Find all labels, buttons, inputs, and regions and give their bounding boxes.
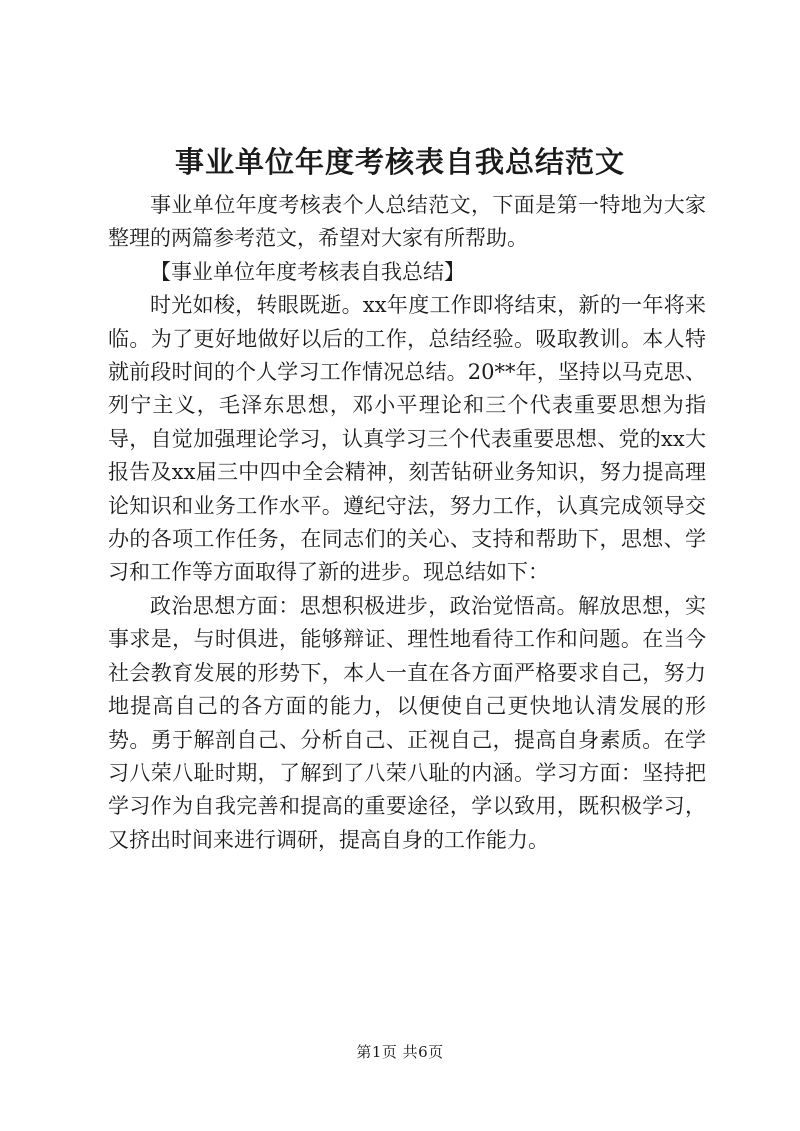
body-paragraph: 时光如梭，转眼既逝。xx年度工作即将结束，新的一年将来临。为了更好地做好以后的工作，总结经验。吸取教训。本人特就前段时间的个人学习工作情况总结。20**年，坚持以马克思、列宁主义，毛泽东思想，邓小平理论和三个代表重要思想为指导，自觉加强理论学习，认真学习三个代表重要思想、党的xx大报告及xx届三中四中全会精神，刻苦钻研业务知识，努力提高理论知识和业务工作水平。遵纪守法，努力工作，认真完成领导交办的各项工作任务，在同志们的关心、支持和帮助下，思想、学习和工作等方面取得了新的进步。现总结如下：	[108, 293, 706, 585]
intro-paragraph: 事业单位年度考核表个人总结范文，下面是第一特地为大家整理的两篇参考范文，希望对大家有所帮助。	[108, 193, 706, 251]
body-paragraph: 政治思想方面：思想积极进步，政治觉悟高。解放思想，实事求是，与时俱进，能够辩证、理性地看待工作和问题。在当今社会教育发展的形势下，本人一直在各方面严格要求自己，努力地提高自己的各方面的能力，以便使自己更快地认清发展的形势。勇于解剖自己、分析自己、正视自己，提高自身素质。在学习八荣八耻时期，了解到了八荣八耻的内涵。学习方面：坚持把学习作为自我完善和提高的重要途径，学以致用，既积极学习，又挤出时间来进行调研，提高自身的工作能力。	[108, 593, 706, 852]
section-heading: 【事业单位年度考核表自我总结】	[150, 259, 465, 284]
document-body	[108, 189, 706, 857]
document-title: 事业单位年度考核表自我总结范文	[174, 145, 625, 179]
page-number-footer: 第1页 共6页	[356, 1043, 444, 1061]
